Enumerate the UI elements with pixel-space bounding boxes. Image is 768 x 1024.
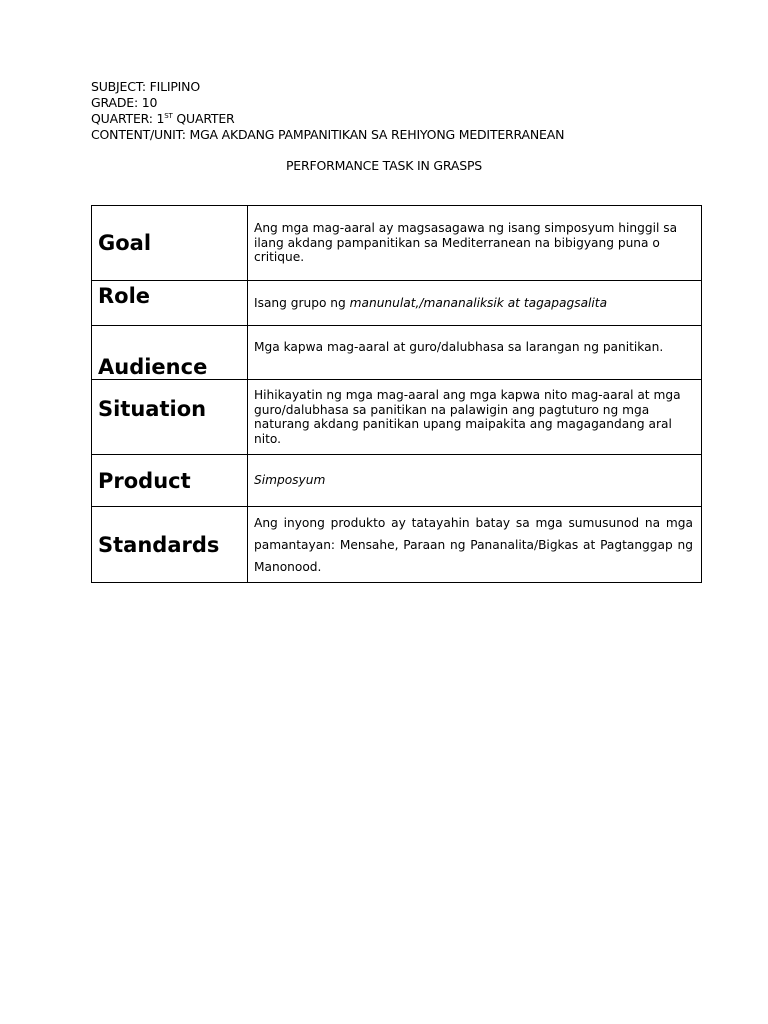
quarter-suffix: QUARTER <box>172 111 235 126</box>
role-description <box>248 281 702 326</box>
goal-description: Ang mga mag-aaral ay magsasagawa ng isang simposyum hinggil sa ilang akdang pampanitikan sa Mediterranean na bibigyang puna o critique. <box>248 206 702 281</box>
table-row-standards <box>92 507 702 583</box>
role-description-italic: manunulat,/mananaliksik at tagapagsalita <box>349 295 608 310</box>
subject-line: SUBJECT: FILIPINO <box>91 79 200 94</box>
goal-label: Goal <box>92 206 248 281</box>
table-row-situation <box>92 380 702 455</box>
situation-description: Hihikayatin ng mga mag-aaral ang mga kapwa nito mag-aaral at mga guro/dalubhasa sa panitikan na palawigin ang pagtuturo ng mga naturang akdang panitikan upang maipakita ang magagandang aral nito. <box>248 380 702 455</box>
document-header <box>91 79 564 143</box>
role-description-plain: Isang grupo ng <box>254 295 350 310</box>
content-unit-line: CONTENT/UNIT: MGA AKDANG PAMPANITIKAN SA REHIYONG MEDITERRANEAN <box>91 127 565 142</box>
table-row-role <box>92 281 702 326</box>
audience-label: Audience <box>92 326 248 380</box>
quarter-line <box>91 111 564 127</box>
table-row-audience <box>92 326 702 380</box>
grasps-table <box>91 205 702 583</box>
standards-description: Ang inyong produkto ay tatayahin batay sa mga sumusunod na mga pamantayan: Mensahe, Paraan ng Pananalita/Bigkas at Pagtanggap ng Manonood. <box>248 507 702 583</box>
table-row-goal <box>92 206 702 281</box>
product-description: Simposyum <box>248 455 702 507</box>
role-label: Role <box>92 281 248 326</box>
situation-label: Situation <box>92 380 248 455</box>
grade-line: GRADE: 10 <box>91 95 158 110</box>
table-row-product <box>92 455 702 507</box>
quarter-prefix: QUARTER: 1 <box>91 111 165 126</box>
product-label: Product <box>92 455 248 507</box>
document-title: PERFORMANCE TASK IN GRASPS <box>285 158 483 173</box>
standards-label: Standards <box>92 507 248 583</box>
quarter-superscript: ST <box>164 112 173 120</box>
audience-description: Mga kapwa mag-aaral at guro/dalubhasa sa larangan ng panitikan. <box>248 326 702 380</box>
